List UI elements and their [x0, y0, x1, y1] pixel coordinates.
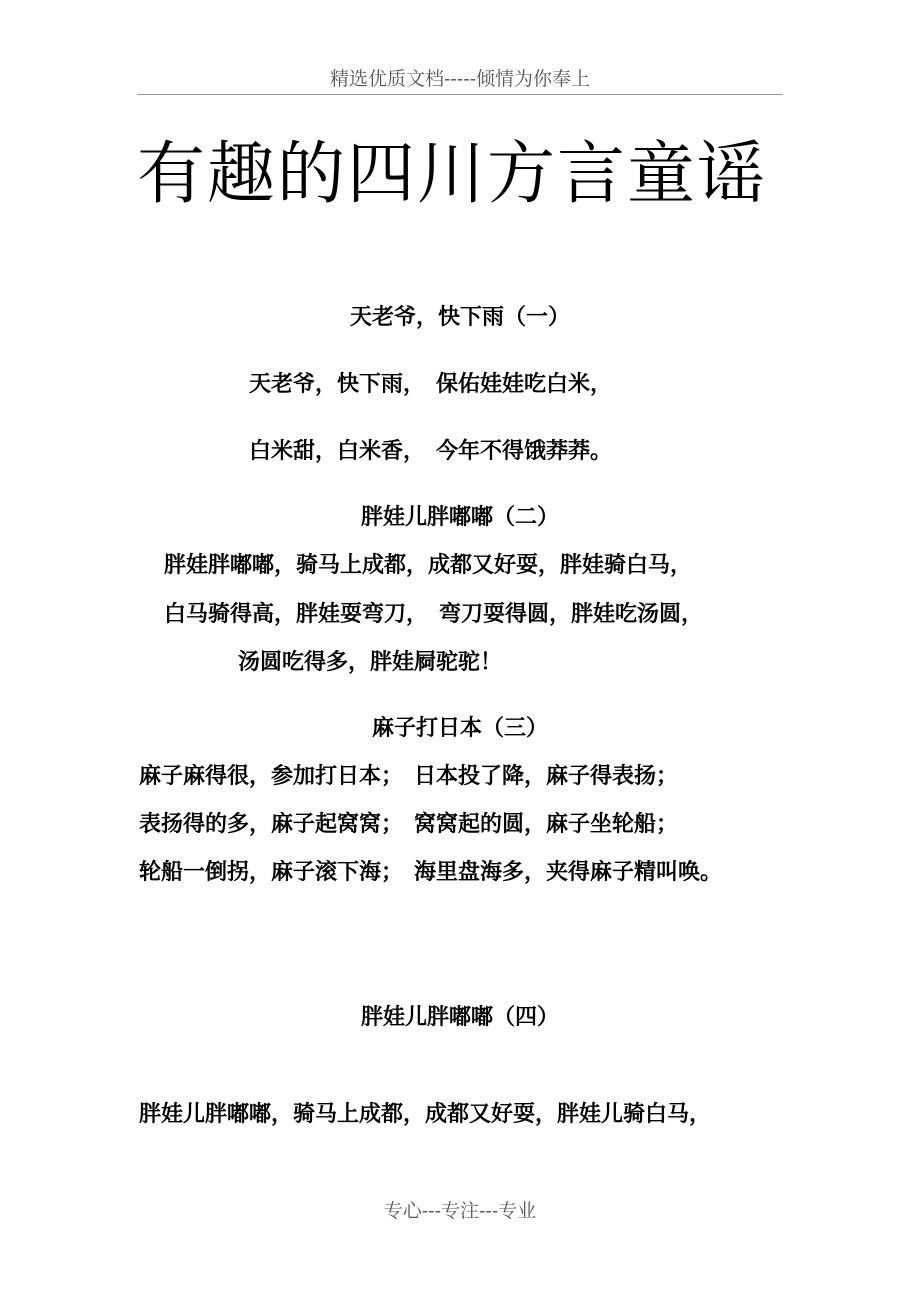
verse-line: 白马骑得高，胖娃耍弯刀， 弯刀耍得圆，胖娃吃汤圆， [164, 602, 704, 627]
section-heading: 胖娃儿胖嘟嘟（二） [360, 505, 559, 530]
page-title: 有趣的四川方言童谣 [137, 135, 768, 214]
header-divider [137, 94, 783, 95]
verse-line: 天老爷，快下雨， 保佑娃娃吃白米， [249, 372, 613, 397]
verse-line: 轮船一倒拐，麻子滚下海； 海里盘海多，夹得麻子精叫唤。 [139, 860, 723, 885]
page-header: 精选优质文档-----倾情为你奉上 [329, 68, 591, 90]
verse-line: 白米甜，白米香， 今年不得饿莽莽。 [249, 439, 613, 464]
section-heading: 麻子打日本（三） [371, 716, 548, 741]
section-heading: 天老爷，快下雨（一） [349, 305, 570, 330]
verse-line: 汤圆吃得多，胖娃屙驼驼！ [238, 650, 503, 675]
verse-line: 胖娃儿胖嘟嘟，骑马上成都，成都又好耍，胖娃儿骑白马， [139, 1102, 712, 1127]
verse-line: 表扬得的多，麻子起窝窝； 窝窝起的圆，麻子坐轮船； [139, 812, 679, 837]
verse-line: 胖娃胖嘟嘟，骑马上成都，成都又好耍，胖娃骑白马， [164, 553, 693, 578]
section-heading: 胖娃儿胖嘟嘟（四） [360, 1005, 559, 1030]
page-footer: 专心---专注---专业 [383, 1200, 537, 1222]
verse-line: 麻子麻得很，参加打日本； 日本投了降，麻子得表扬； [139, 764, 679, 789]
